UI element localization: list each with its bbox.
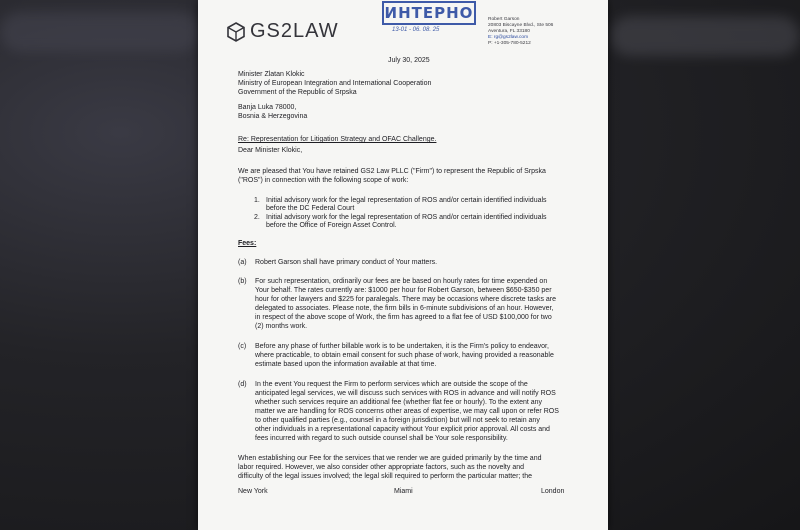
clause-label: (a) [238,259,247,266]
background-band-left [0,12,200,52]
clause-label: (b) [238,278,247,285]
scope-line: before the DC Federal Court [266,205,355,212]
clause-line: Before any phase of further billable work is to be undertaken, it is the Firm's policy to endeavor, [255,343,549,350]
sender-block [488,17,553,47]
internal-stamp: ИНТЕРНО [382,1,476,25]
closing-line: difficulty of the legal issues involved; the legal skill required to perform the particular matter; the [238,473,533,480]
clause-line: For such representation, ordinarily our fees are be based on hourly rates for time expended on [255,278,548,285]
clause-line: estimate based upon the information available at that time. [255,361,437,368]
scope-number: 2. [254,214,260,221]
sender-line: Robert Garson [488,17,520,22]
subject-line: Re: Representation for Litigation Strategy and OFAC Challenge. [238,136,437,143]
cube-logo-icon [226,22,246,42]
sender-line: 20803 Biscayne Blvd., Ste 506 [488,23,554,28]
clause-line: to other qualified parties (e.g., counsel in a foreign jurisdiction) but will not seek to retain any [255,417,540,424]
sender-phone: P: +1-305-780-5212 [488,41,531,46]
letter-page [198,0,608,530]
clause-line: delegated to associates. Please note, the firm bills in 6-minute subdivisions of an hour. However, [255,305,554,312]
sender-email[interactable]: E: rg@gs2law.com [488,35,529,40]
intro-line: We are pleased that You have retained GS2 Law PLLC ("Firm") to represent the Republic of Srpska [238,168,546,175]
scope-line: before the Office of Foreign Asset Control. [266,222,397,229]
scope-line: Initial advisory work for the legal representation of ROS and/or certain identified individuals [266,197,547,204]
scope-number: 1. [254,197,260,204]
clause-line: fees incurred with regard to such outside counsel shall be Your sole responsibility. [255,435,508,442]
footer-office: Miami [394,488,413,495]
recipient-line: Government of the Republic of Srpska [238,89,357,96]
clause-line: anticipated legal services, we will discuss such services with ROS in advance and will notify ROS [255,390,556,397]
clause-line: hour for other lawyers and $225 for paralegals. There may be occasions where discrete tasks are [255,296,557,303]
stamp-handwritten-note: 13-01 - 06. 08. 25 [392,27,440,33]
sender-line: Aventura, FL 33180 [488,29,530,34]
clause-line: In the event You request the Firm to perform services which are outside the scope of the [255,381,528,388]
clause-line: (2) months work. [255,323,308,330]
fees-heading: Fees: [238,240,257,247]
address-line: Bosnia & Herzegovina [238,113,308,120]
closing-line: labor required. However, we also consider other appropriate factors, such as the novelty and [238,464,524,471]
firm-logo [226,20,339,43]
clause-line: matter we are handling for ROS concerns other areas of expertise, we may call upon or refer ROS [255,408,559,415]
salutation: Dear Minister Klokic, [238,147,303,154]
clause-line: where practicable, to obtain email consent for such phase of work, having provided a reasonable [255,352,554,359]
recipient-line: Minister Zlatan Klokic [238,71,305,78]
recipient-line: Ministry of European Integration and International Cooperation [238,80,432,87]
clause-line: Your behalf. The rates currently are: $1000 per hour for Robert Garson, between $650-$350 per [255,287,552,294]
clause-label: (d) [238,381,247,388]
footer-office: London [541,488,565,495]
intro-line: ("ROS") in connection with the following scope of work: [238,177,409,184]
clause-line: in respect of the above scope of Work, the firm has agreed to a flat fee of USD $100,000 for two [255,314,552,321]
clause-label: (c) [238,343,247,350]
scope-line: Initial advisory work for the legal representation of ROS and/or certain identified individuals [266,214,547,221]
address-line: Banja Luka 78000, [238,104,297,111]
clause-line: whether such services require an additional fee (whether flat fee or hourly). To the extent any [255,399,543,406]
background-band-right [610,16,800,56]
clause-line: other individuals in a representational capacity without Your explicit prior approval. All costs and [255,426,550,433]
closing-line: When establishing our Fee for the services that we render we are guided primarily by the time and [238,455,542,462]
clause-line: Robert Garson shall have primary conduct of Your matters. [255,259,438,266]
footer-office: New York [238,488,268,495]
logo-text: GS2LAW [250,20,339,42]
letter-date: July 30, 2025 [388,57,430,64]
